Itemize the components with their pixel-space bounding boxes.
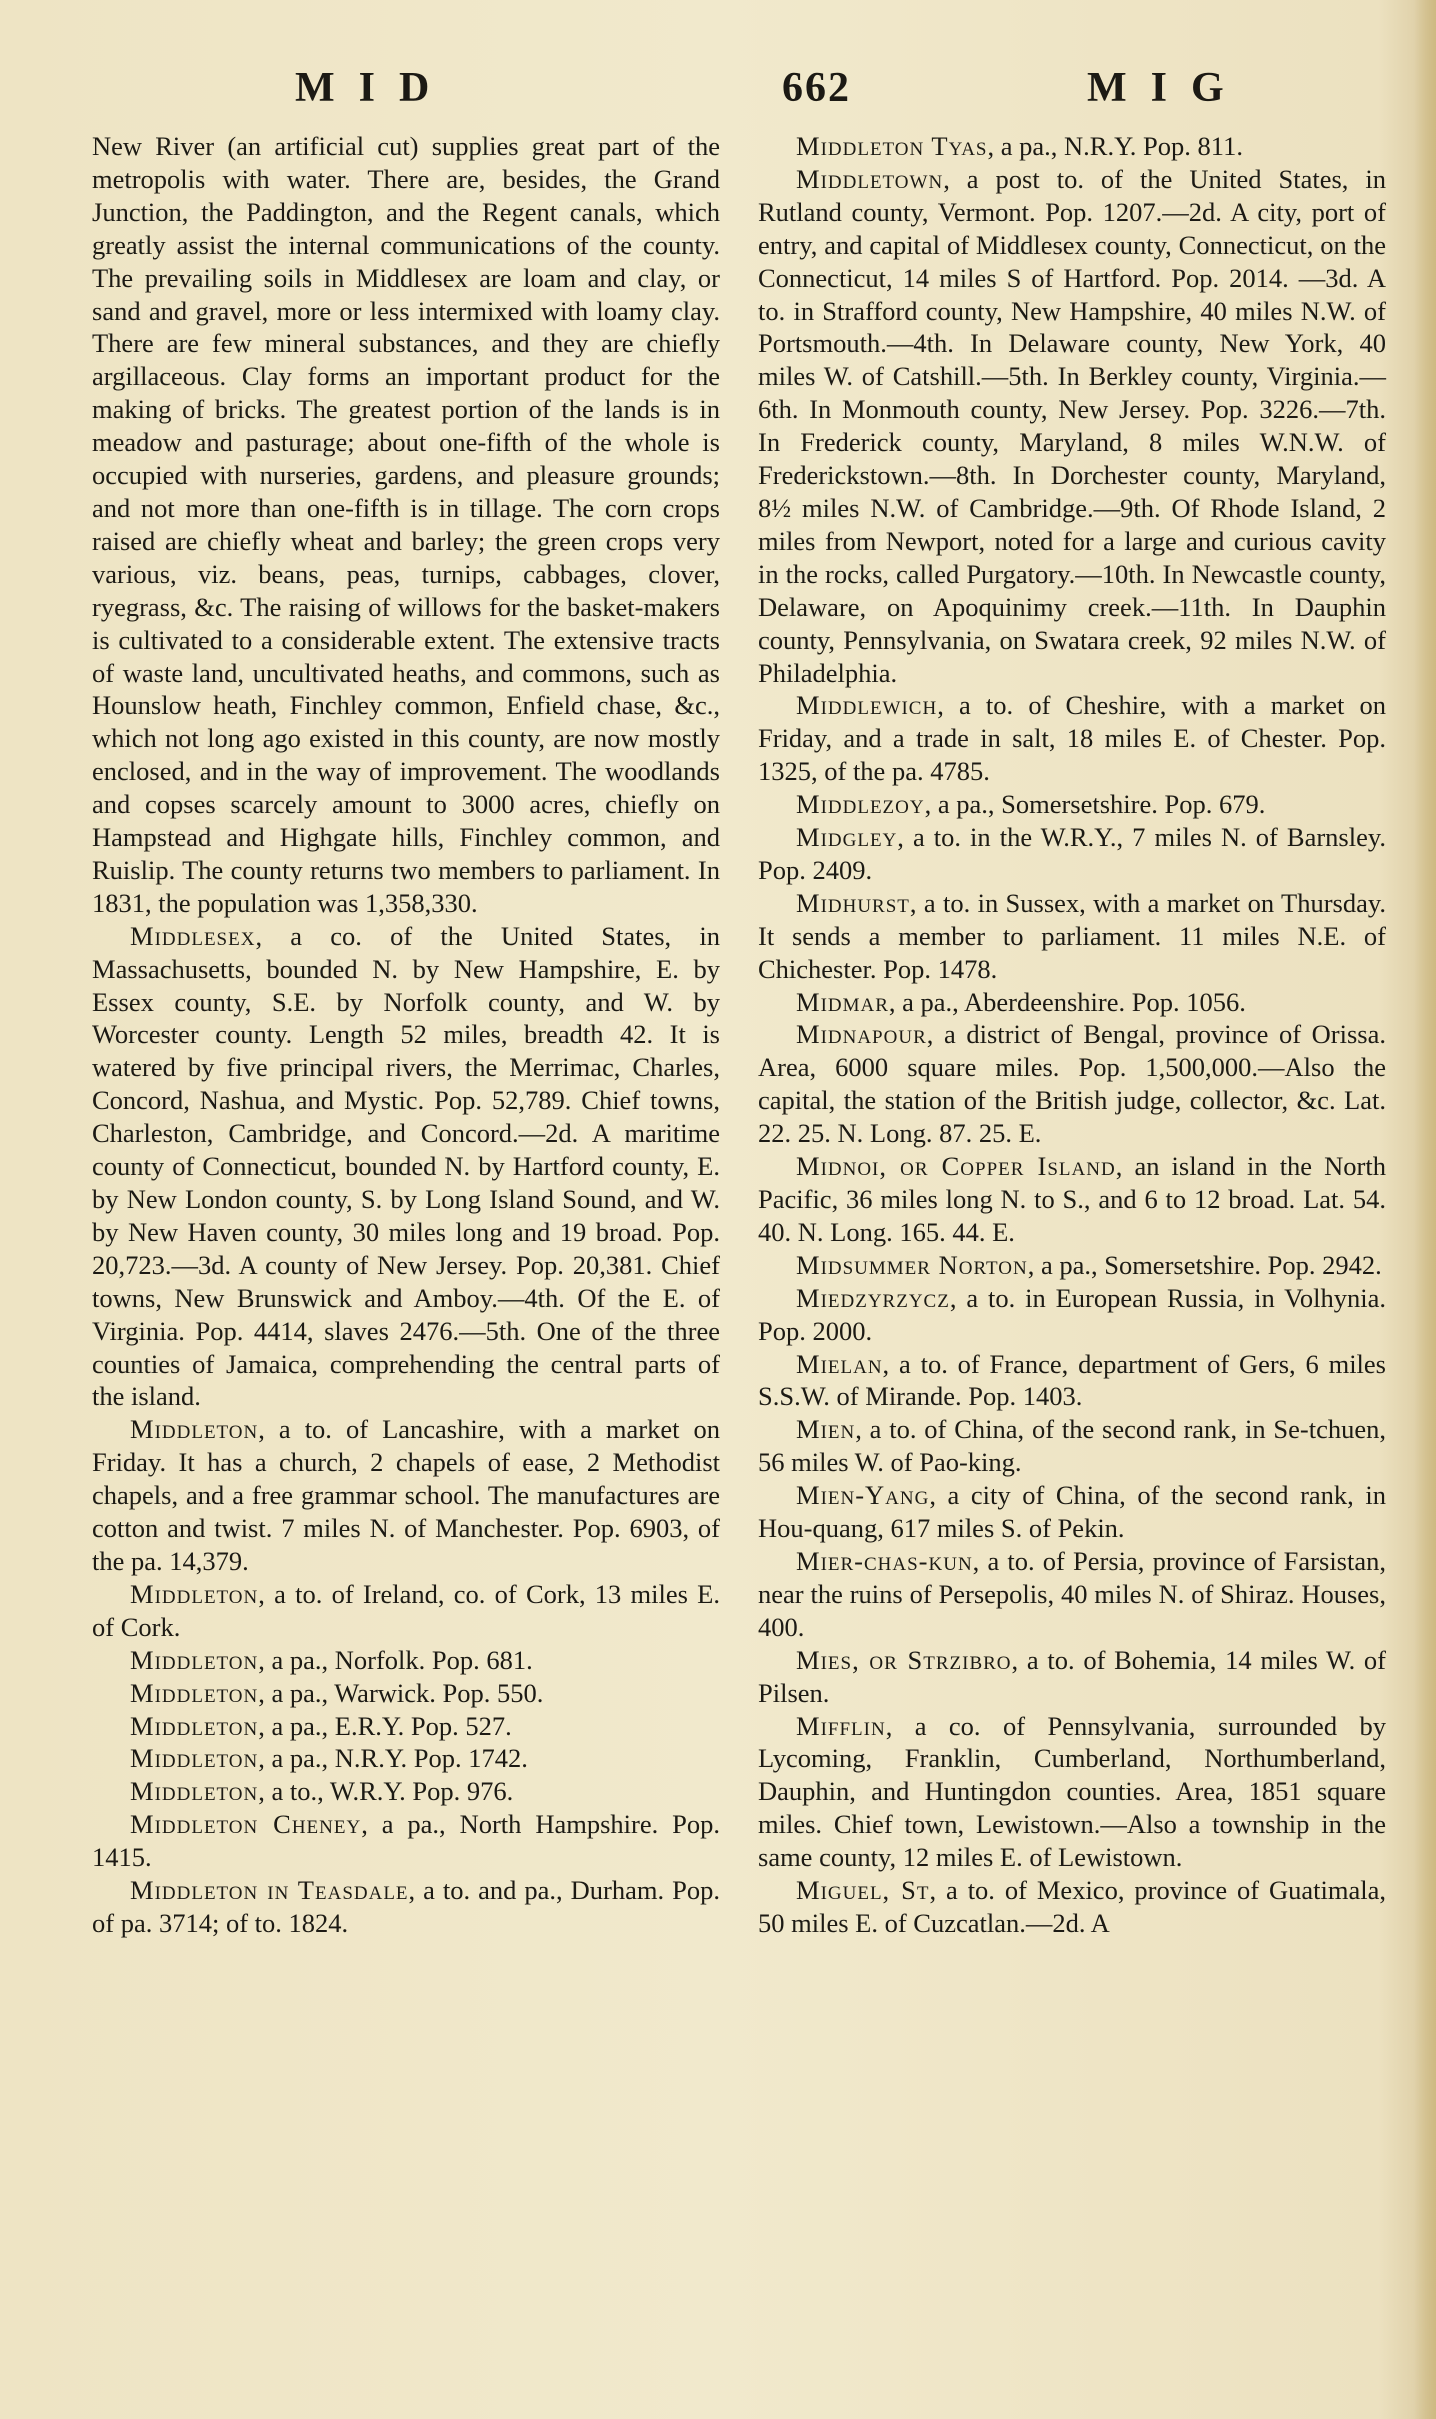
gazetteer-entry xyxy=(758,1874,1386,1940)
entry-text: , a city of China, of the second rank, in Hou-quang, 617 miles S. of Pekin. xyxy=(758,1480,1386,1544)
gazetteer-entry xyxy=(758,1479,1386,1545)
page-number: 662 xyxy=(782,65,851,111)
entry-headword: Mier-chas-kun xyxy=(796,1545,973,1576)
gazetteer-entry xyxy=(92,1808,720,1874)
entry-text: , a pa., E.R.Y. Pop. 527. xyxy=(258,1710,512,1741)
gazetteer-entry xyxy=(92,1413,720,1578)
entry-headword: Middleton xyxy=(130,1776,259,1807)
entry-headword: Midmar xyxy=(796,986,889,1017)
gazetteer-entry xyxy=(758,1249,1386,1282)
entry-text: , a to. of Cheshire, with a market on Friday, and a trade in salt, 18 miles E. of Chester. Pop. 1325, of the pa. 4785. xyxy=(758,690,1386,787)
gazetteer-entry xyxy=(758,821,1386,887)
entry-text: , a to. of Mexico, province of Guatimala, 50 miles E. of Cuzcatlan.—2d. A xyxy=(758,1875,1387,1938)
gazetteer-entry xyxy=(758,1413,1386,1479)
entry-headword: Midgley xyxy=(796,822,898,853)
entry-text: , a post to. of the United States, in Rutland county, Vermont. Pop. 1207.—2d. A city, port of entry, and capital of Middlesex county, Connecticut, on the Connecticut, 14 miles S of Hartford. Pop. 2014. —3d. A to. in Strafford county, New Hampshire, 40 miles N.W. of Portsmouth.—4th. In Delaware county, New York, 40 miles W. of Catshill.—5th. In Berkley county, Virginia.—6th. In Monmouth county, New Jersey. Pop. 3226.—7th. In Frederick county, Maryland, 8 miles W.N.W. of Frederickstown.—8th. In Dorchester county, Maryland, 8½ miles N.W. of Cambridge.—9th. Of Rhode Island, 2 miles from Newport, noted for a large and curious cavity in the rocks, called Purgatory.—10th. In Newcastle county, Delaware, on Apoquinimy creek.—11th. In Dauphin county, Pennsylvania, on Swatara creek, 92 miles N.W. of Philadelphia. xyxy=(758,163,1386,688)
gazetteer-entry xyxy=(758,1282,1386,1348)
gazetteer-entry xyxy=(92,1677,720,1710)
page-edge-shadow xyxy=(1414,0,1436,2419)
entry-text: , a pa., Somersetshire. Pop. 2942. xyxy=(1027,1249,1382,1280)
entry-text: , a to. of China, of the second rank, in Se-tchuen, 56 miles W. of Pao-king. xyxy=(758,1414,1386,1478)
entry-headword: Mien xyxy=(796,1414,856,1445)
gazetteer-entry xyxy=(758,1644,1386,1710)
entry-headword: Midsummer Norton xyxy=(796,1249,1028,1280)
gazetteer-entry xyxy=(758,1018,1386,1150)
gazetteer-entry xyxy=(758,689,1386,788)
gazetteer-entry xyxy=(758,986,1386,1019)
entry-headword: Middleton xyxy=(130,1578,259,1609)
entry-headword: Middlesex xyxy=(130,920,256,951)
entry-text: , a to. and pa., Durham. Pop. of pa. 3714; of to. 1824. xyxy=(92,1875,720,1938)
gazetteer-entry xyxy=(758,1348,1386,1414)
gazetteer-entry xyxy=(758,1710,1386,1875)
gazetteer-entry xyxy=(92,920,720,1414)
entry-text: , a district of Bengal, province of Orissa. Area, 6000 square miles. Pop. 1,500,000.—Also the capital, the station of the British judge, collector, &c. Lat. 22. 25. N. Long. 87. 25. E. xyxy=(758,1019,1386,1149)
entry-text: , a to. in Sussex, with a market on Thursday. It sends a member to parliament. 11 miles N.E. of Chichester. Pop. 1478. xyxy=(758,887,1386,984)
entry-headword: Middleton xyxy=(130,1414,259,1445)
entry-headword: Middleton xyxy=(130,1710,259,1741)
gazetteer-entry xyxy=(92,1775,720,1808)
entry-headword: Middleton xyxy=(130,1644,259,1675)
entry-headword: Middleton Cheney xyxy=(130,1809,362,1840)
entry-headword: Midhurst xyxy=(796,887,910,918)
entry-headword: Miguel, St xyxy=(796,1875,930,1906)
header-left-guide-word: MID xyxy=(295,65,454,111)
entry-headword: Middleton xyxy=(130,1743,259,1774)
entry-text: , a to. of Persia, province of Farsistan, near the ruins of Persepolis, 40 miles N. of Shiraz. Houses, 400. xyxy=(758,1545,1386,1642)
running-header xyxy=(90,64,1380,124)
header-right-guide-word: MIG xyxy=(1087,65,1248,111)
gazetteer-entry xyxy=(92,1742,720,1775)
entry-headword: Middlezoy xyxy=(796,789,925,820)
entry-headword: Mies, or Strzibro xyxy=(796,1644,1012,1675)
entry-text: , a pa., Norfolk. Pop. 681. xyxy=(258,1644,533,1675)
entry-headword: Middleton xyxy=(130,1677,259,1708)
entry-text: , a pa., Somersetshire. Pop. 679. xyxy=(924,789,1266,820)
gazetteer-entry xyxy=(92,130,720,920)
gazetteer-entry xyxy=(92,1578,720,1644)
entry-text: , a pa., N.R.Y. Pop. 1742. xyxy=(258,1743,528,1774)
entry-headword: Middletown xyxy=(796,163,944,194)
gazetteer-entry xyxy=(758,163,1386,690)
entry-text: , a to. in European Russia, in Volhynia. Pop. 2000. xyxy=(758,1282,1386,1346)
entry-headword: Miedzyrzycz xyxy=(796,1282,950,1313)
entry-headword: Mien-Yang xyxy=(796,1480,930,1511)
entry-text: , an island in the North Pacific, 36 miles long N. to S., and 6 to 12 broad. Lat. 54. 40. N. Long. 165. 44. E. xyxy=(758,1151,1386,1247)
entry-text: , a pa., Warwick. Pop. 550. xyxy=(258,1677,544,1708)
entry-headword: Midnoi, or Copper Island xyxy=(796,1151,1116,1182)
left-column xyxy=(92,130,720,1940)
entry-headword: Middleton in Teasdale xyxy=(130,1875,409,1906)
entry-text: , a pa., Aberdeenshire. Pop. 1056. xyxy=(888,986,1246,1017)
entry-headword: Mielan xyxy=(796,1348,883,1379)
gazetteer-entry xyxy=(92,1874,720,1940)
entry-text: , a to. in the W.R.Y., 7 miles N. of Barnsley. Pop. 2409. xyxy=(758,822,1386,885)
entry-headword: Midnapour xyxy=(796,1019,927,1050)
gazetteer-entry xyxy=(758,1545,1386,1644)
entry-headword: Middlewich xyxy=(796,690,938,721)
gazetteer-entry xyxy=(758,130,1386,163)
entry-text: , a pa., North Hampshire. Pop. 1415. xyxy=(92,1809,720,1873)
entry-text: , a to. of Bohemia, 14 miles W. of Pilsen. xyxy=(758,1644,1386,1708)
entry-text: , a to. of France, department of Gers, 6 miles S.S.W. of Mirande. Pop. 1403. xyxy=(758,1348,1386,1412)
gazetteer-entry xyxy=(758,887,1386,986)
entry-text: , a pa., N.R.Y. Pop. 811. xyxy=(987,131,1243,161)
entry-text: , a to., W.R.Y. Pop. 976. xyxy=(258,1776,514,1807)
entry-text: New River (an artificial cut) supplies great part of the metropolis with water. There are, besides, the Grand Junction, the Paddington, and the Regent canals, which greatly assist the internal communications of the county. The prevailing soils in Middlesex are loam and clay, or sand and gravel, more or less intermixed with loamy clay. There are few mineral substances, and they are chiefly argillaceous. Clay forms an important product for the making of bricks. The greatest portion of the lands is in meadow and pasturage; about one-fifth of the whole is occupied with nurseries, gardens, and pleasure grounds; and not more than one-fifth is in tillage. The corn crops raised are chiefly wheat and barley; the green crops very various, viz. beans, peas, turnips, cabbages, clover, ryegrass, &c. The raising of willows for the basket-makers is cultivated to a considerable extent. The extensive tracts of waste land, uncultivated heaths, and commons, such as Hounslow heath, Finchley common, Enfield chase, &c., which not long ago existed in this county, are now mostly enclosed, and in the way of improvement. The woodlands and copses scarcely amount to 3000 acres, chiefly on Hampstead and Highgate hills, Finchley common, and Ruislip. The county returns two members to parliament. In 1831, the population was 1,358,330. xyxy=(92,131,720,918)
entry-headword: Mifflin xyxy=(796,1710,886,1741)
entry-text: , a co. of the United States, in Massachusetts, bounded N. by New Hampshire, E. by Essex county, S.E. by Norfolk county, and W. by Worcester county. Length 52 miles, breadth 42. It is watered by five principal rivers, the Merrimac, Charles, Concord, Nashua, and Mystic. Pop. 52,789. Chief towns, Charleston, Cambridge, and Concord.—2d. A maritime county of Connecticut, bounded N. by Hartford county, E. by New London county, S. by Long Island Sound, and W. by New Haven county, 30 miles long and 19 broad. Pop. 20,723.—3d. A county of New Jersey. Pop. 20,381. Chief towns, New Brunswick and Amboy.—4th. Of the E. of Virginia. Pop. 4414, slaves 2476.—5th. One of the three counties of Jamaica, comprehending the central parts of the island. xyxy=(92,920,720,1412)
entry-text: , a to. of Ireland, co. of Cork, 13 miles E. of Cork. xyxy=(92,1578,720,1642)
entry-text: , a co. of Pennsylvania, surrounded by Lycoming, Franklin, Cumberland, Northumberland, Dauphin, and Huntingdon counties. Area, 1851 square miles. Chief town, Lewistown.—Also a township in the same county, 12 miles E. of Lewistown. xyxy=(758,1710,1386,1873)
right-column xyxy=(758,130,1386,1940)
gazetteer-entry xyxy=(758,788,1386,821)
gazetteer-entry xyxy=(758,1150,1386,1249)
gazetteer-entry xyxy=(92,1644,720,1677)
entry-text: , a to. of Lancashire, with a market on Friday. It has a church, 2 chapels of ease, 2 Methodist chapels, and a free grammar school. The manufactures are cotton and twist. 7 miles N. of Manchester. Pop. 6903, of the pa. 14,379. xyxy=(92,1414,720,1576)
entry-headword: Middleton Tyas xyxy=(796,131,988,161)
gazetteer-entry xyxy=(92,1710,720,1743)
